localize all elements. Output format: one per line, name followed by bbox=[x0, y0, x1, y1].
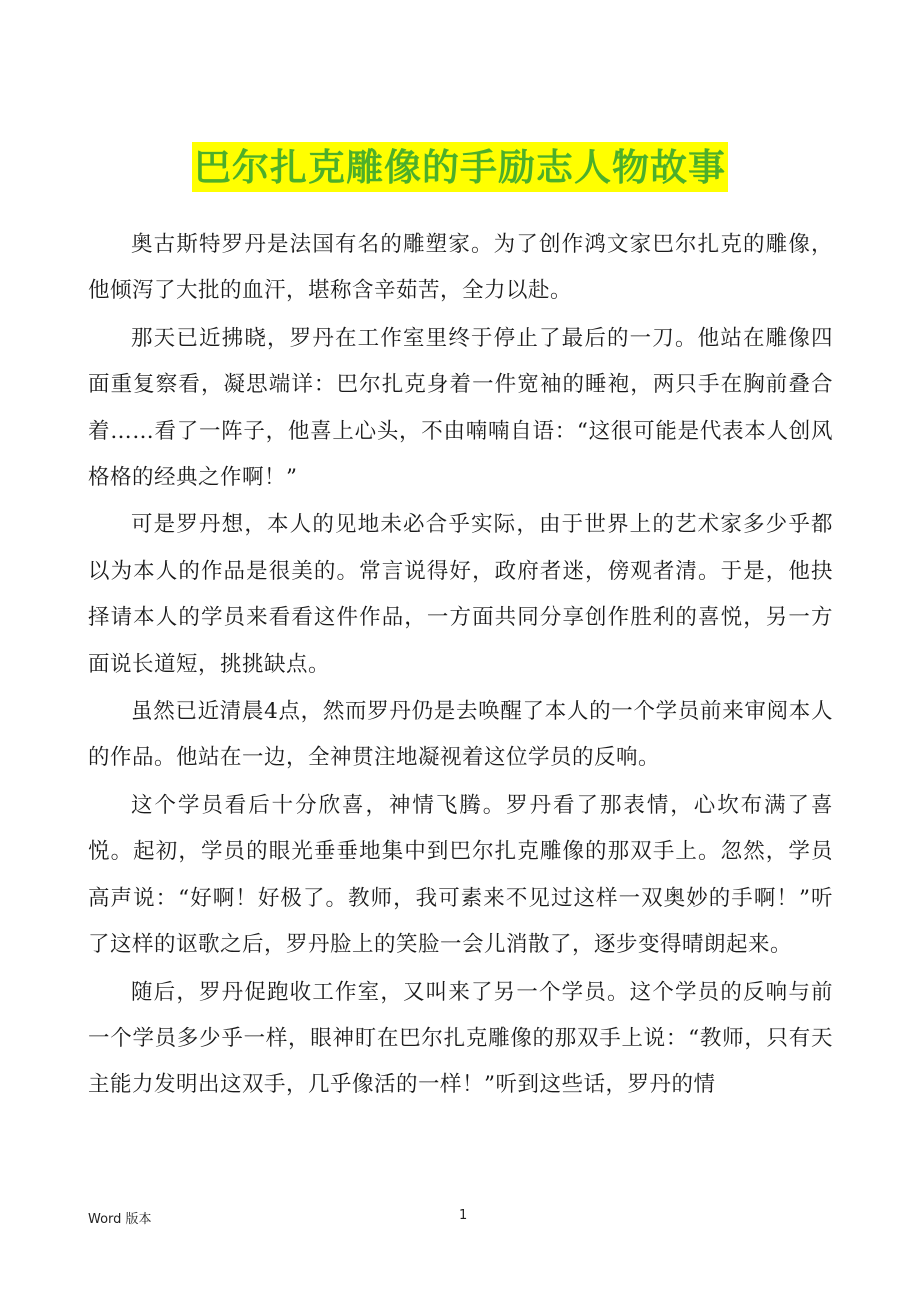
document-title: 巴尔扎克雕像的手励志人物故事 bbox=[192, 142, 728, 192]
page-number: 1 bbox=[459, 1208, 468, 1223]
paragraph-6: 随后，罗丹促跑收工作室，又叫来了另一个学员。这个学员的反响与前一个学员多少乎一样，眼神盯在巴尔扎克雕像的那双手上说：“教师，只有天主能力发明出这双手，几乎像活的一样！”听到这些话，罗丹的情 bbox=[88, 979, 833, 1098]
paragraph-5: 这个学员看后十分欣喜，神情飞腾。罗丹看了那表情，心坎布满了喜悦。起初，学员的眼光垂垂地集中到巴尔扎克雕像的那双手上。忽然，学员高声说：“好啊！好极了。教师，我可素来不见过这样一双奥妙的手啊！”听了这样的讴歌之后，罗丹脸上的笑脸一会儿消散了，逐步变得晴朗起来。 bbox=[88, 792, 833, 958]
page-footer bbox=[88, 1208, 833, 1228]
paragraph-3: 可是罗丹想，本人的见地未必合乎实际，由于世界上的艺术家多少乎都以为本人的作品是很美的。常言说得好，政府者迷，傍观者清。于是，他抉择请本人的学员来看看这件作品，一方面共同分享创作胜利的喜悦，另一方面说长道短，挑挑缺点。 bbox=[88, 512, 833, 677]
document-body bbox=[88, 222, 833, 1110]
paragraph-4: 虽然已近清晨4点，然而罗丹仍是去唤醒了本人的一个学员前来审阅本人的作品。他站在一边，全神贯注地凝视着这位学员的反响。 bbox=[88, 699, 833, 771]
paragraph-2: 那天已近拂晓，罗丹在工作室里终于停止了最后的一刀。他站在雕像四面重复察看，凝思端详：巴尔扎克身着一件宽袖的睡袍，两只手在胸前叠合着……看了一阵子，他喜上心头，不由喃喃自语：“这很可能是代表本人创风格格的经典之作啊！” bbox=[88, 325, 833, 491]
title-container bbox=[0, 142, 920, 192]
paragraph-1: 奥古斯特罗丹是法国有名的雕塑家。为了创作鸿文家巴尔扎克的雕像，他倾泻了大批的血汗，堪称含辛茹苦，全力以赴。 bbox=[88, 232, 833, 304]
footer-label: Word 版本 bbox=[88, 1212, 152, 1227]
